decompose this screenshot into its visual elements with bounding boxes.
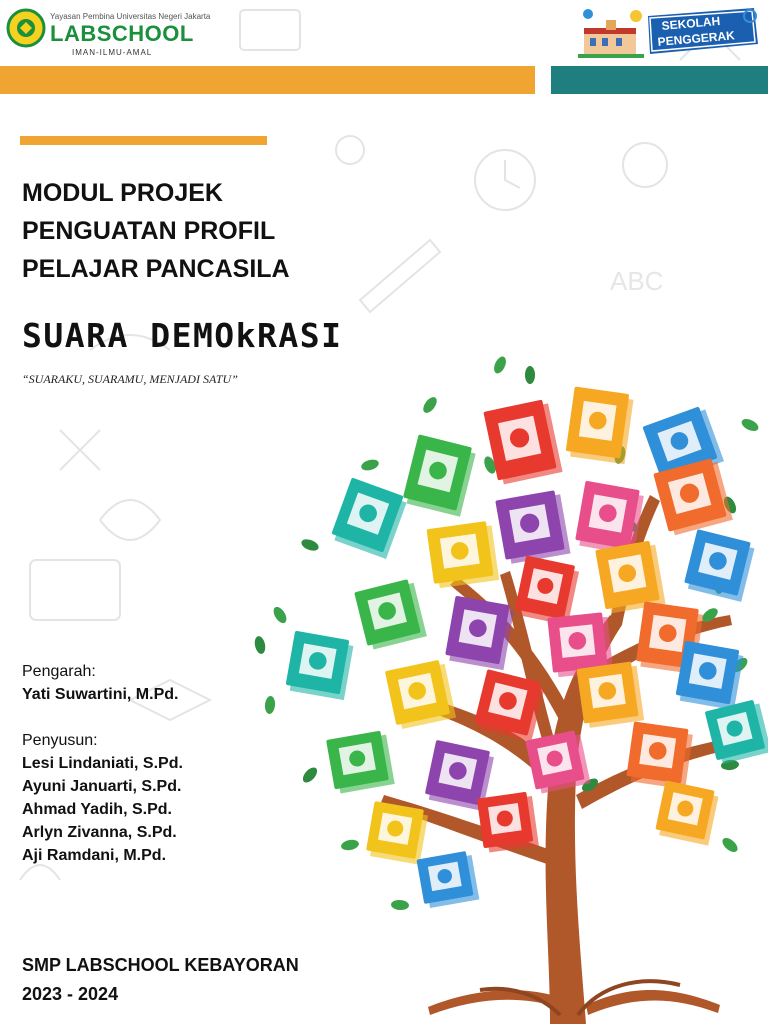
school-year: 2023 - 2024 xyxy=(22,984,119,1004)
title-line: PELAJAR PANCASILA xyxy=(22,255,290,283)
leaf-icon xyxy=(391,899,410,910)
logo-motto: IMAN-ILMU-AMAL xyxy=(72,48,153,57)
apple-doodle-icon xyxy=(623,143,667,187)
school-building-icon xyxy=(578,9,644,58)
book-icon xyxy=(426,520,499,588)
svg-text:ABC: ABC xyxy=(610,266,664,296)
book-icon xyxy=(416,850,479,909)
leaf-icon xyxy=(492,355,509,376)
book-tree-illustration xyxy=(250,345,768,1024)
book-icon xyxy=(514,555,580,625)
paper-doodle-icon xyxy=(30,560,120,620)
leaf-icon xyxy=(360,458,380,473)
author-name: Lesi Lindaniati, S.Pd. xyxy=(22,755,183,772)
book-icon xyxy=(683,529,756,602)
title-accent-line xyxy=(20,136,267,145)
author-name: Aji Ramdani, M.Pd. xyxy=(22,847,167,864)
title-line: MODUL PROJEK xyxy=(22,179,223,207)
leaf-icon xyxy=(740,417,761,434)
leaf-icon xyxy=(525,366,535,384)
author-name: Ayuni Januarti, S.Pd. xyxy=(22,778,182,795)
book-icon xyxy=(495,489,570,564)
book-icon xyxy=(576,661,644,729)
advisor-label: Pengarah: xyxy=(22,663,96,680)
leaf-icon xyxy=(300,765,319,785)
leaf-icon xyxy=(253,635,267,655)
book-doodle-icon xyxy=(240,10,300,50)
book-icon xyxy=(626,721,694,789)
book-icon xyxy=(385,659,456,730)
book-icon xyxy=(675,641,745,711)
book-icon xyxy=(705,698,768,765)
leaf-doodle-icon xyxy=(100,500,160,540)
author-name: Arlyn Zivanna, S.Pd. xyxy=(22,824,177,841)
leaf-icon xyxy=(720,835,740,854)
labschool-logo xyxy=(6,6,211,58)
header-bar-teal xyxy=(551,66,768,94)
book-icon xyxy=(354,578,427,651)
leaf-icon xyxy=(300,537,320,553)
book-icon xyxy=(565,386,634,464)
module-title xyxy=(22,174,402,288)
sekolah-penggerak-logo xyxy=(576,4,766,62)
logo-subtitle: Yayasan Pembina Universitas Negeri Jakarta xyxy=(50,12,211,21)
project-theme-title: SUARA DEMOkRASI xyxy=(22,316,343,355)
labschool-emblem-icon xyxy=(6,8,46,48)
credits-section xyxy=(22,660,183,867)
school-name: SMP LABSCHOOL KEBAYORAN xyxy=(22,955,299,975)
header-bar-orange xyxy=(0,66,535,94)
book-icon xyxy=(402,434,477,516)
project-tagline: “SUARAKU, SUARAMU, MENJADI SATU” xyxy=(22,372,238,386)
leaf-icon xyxy=(340,838,360,851)
book-icon xyxy=(285,631,355,701)
authors-label: Penyusun: xyxy=(22,732,98,749)
leaf-icon xyxy=(264,696,276,715)
logo-name: LABSCHOOL xyxy=(50,21,194,46)
advisor-name: Yati Suwartini, M.Pd. xyxy=(22,686,179,703)
title-line: PENGUATAN PROFIL xyxy=(22,217,276,245)
book-icon xyxy=(654,780,719,845)
book-icon xyxy=(477,791,539,853)
leaf-icon xyxy=(421,395,440,415)
book-icon xyxy=(330,477,409,559)
book-icon xyxy=(444,596,514,670)
badge-line2: PENGGERAK xyxy=(657,28,736,49)
book-icon xyxy=(365,801,429,865)
badge-line1: SEKOLAH xyxy=(661,13,721,33)
book-icon xyxy=(525,729,590,794)
book-icon xyxy=(483,398,562,485)
author-name: Ahmad Yadih, S.Pd. xyxy=(22,801,172,818)
book-icon xyxy=(326,730,395,795)
leaf-icon xyxy=(271,605,289,626)
